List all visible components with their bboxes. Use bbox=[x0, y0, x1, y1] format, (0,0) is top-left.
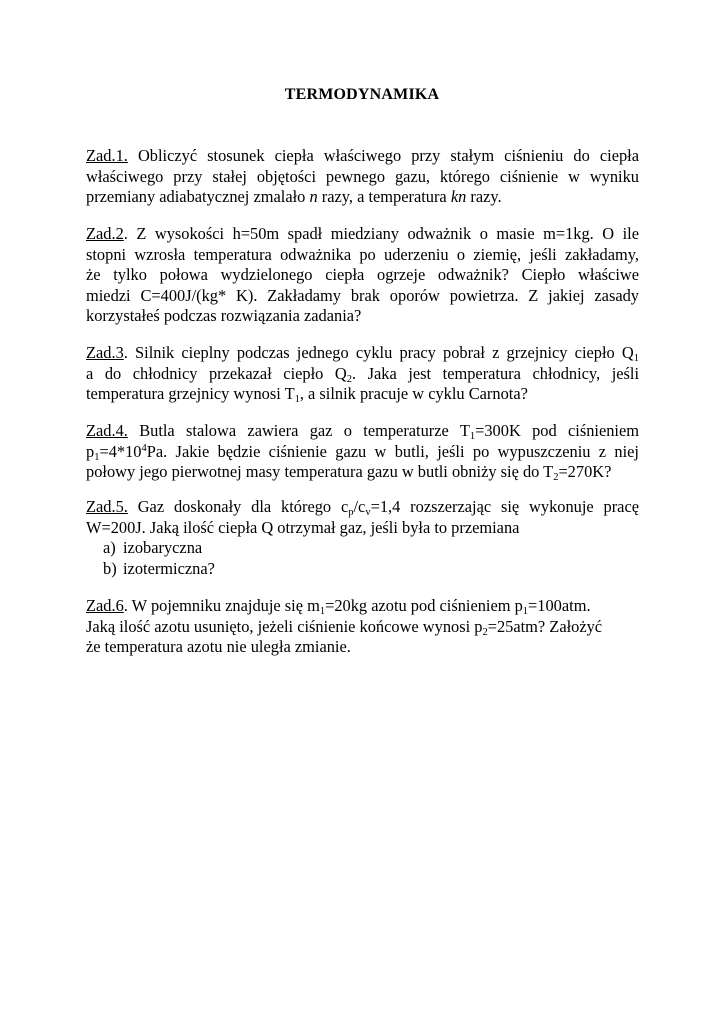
task-4-line-2: $p_1=4*10^4Pa$. Jakie będzie ciśnienie gazu w butli, jeśli po wypuszczeniu z niej bbox=[86, 441, 639, 463]
task-6-line-2: Jaką ilość azotu usunięto, jeżeli ciśnienie końcowe wynosi $p_2=25atm$? Założyć bbox=[86, 616, 603, 638]
task-1-line-3: przemiany adiabatycznej zmalało n razy, a temperatura kn razy. bbox=[86, 187, 502, 206]
task-3-line-2: a do chłodnicy przekazał ciepło $Q_2$. Jaka jest temperatura chłodnicy, jeśli bbox=[86, 363, 640, 385]
task-4-line-1: Zad.4. Butla stalowa zawiera gaz o temperaturze $T_1=300K$ pod ciśnieniem bbox=[86, 421, 640, 442]
task-2-line-3: że tylko połowa wydzielonego ciepła ogrzeje odważnik? Ciepło właściwe bbox=[86, 265, 639, 284]
task-3-line-1: Zad.3. Silnik cieplny podczas jednego cyklu pracy pobrał z grzejnicy ciepło $Q_1$ bbox=[86, 343, 639, 364]
task-3-label: Zad.3 bbox=[86, 343, 124, 362]
task-2-line-4: miedzi C=400J/(kg* K). Zakładamy brak oporów powietrza. Z jakiej zasady bbox=[86, 285, 639, 305]
list-item: a) izobaryczna bbox=[103, 538, 203, 557]
task-1-line-1: Zad.1. Obliczyć stosunek ciepła właściwego przy stałym ciśnieniu do ciepła bbox=[86, 146, 639, 165]
task-6-line-3: że temperatura azotu nie uległa zmianie. bbox=[86, 637, 351, 656]
task-5-line-1: Zad.5. Gaz doskonały dla którego $c_p/c_v=1,4$ rozszerzając się wykonuje pracę bbox=[86, 497, 640, 518]
task-4-line-3: połowy jego pierwotnej masy temperatura gazu w butli obniży się do $T_2=270K$? bbox=[86, 462, 612, 483]
task-2 bbox=[86, 224, 639, 327]
task-2-label: Zad.2 bbox=[86, 224, 124, 243]
task-2-line-5: korzystałeś podczas rozwiązania zadania? bbox=[86, 306, 362, 325]
task-5-options bbox=[86, 538, 639, 579]
task-1-line-2: właściwego przy stałej objętości pewnego gazu, którego ciśnienie w wyniku bbox=[86, 166, 639, 186]
task-6-line-1: Zad.6. W pojemniku znajduje się $m_1=20kg$ azotu pod ciśnieniem $p_1=100atm$. bbox=[86, 596, 591, 617]
task-1 bbox=[86, 146, 639, 208]
variable-kn: kn bbox=[450, 187, 467, 206]
task-4-label: Zad.4. bbox=[86, 421, 128, 440]
task-3 bbox=[86, 343, 639, 405]
task-1-label: Zad.1. bbox=[86, 146, 128, 165]
task-2-line-1: Zad.2. Z wysokości h=50m spadł miedziany odważnik o masie m=1kg. O ile bbox=[86, 224, 639, 243]
variable-n: n bbox=[309, 187, 318, 206]
task-5 bbox=[86, 497, 639, 579]
task-6 bbox=[86, 596, 639, 658]
task-3-line-3: temperatura grzejnicy wynosi $T_1$, a silnik pracuje w cyklu Carnota? bbox=[86, 384, 528, 405]
task-5-label: Zad.5. bbox=[86, 497, 128, 516]
task-5-line-2: W=200J. Jaką ilość ciepła Q otrzymał gaz, jeśli była to przemiana bbox=[86, 517, 520, 537]
list-item: b) izotermiczna? bbox=[103, 558, 215, 578]
task-4 bbox=[86, 421, 639, 483]
page-title: TERMODYNAMIKA bbox=[284, 86, 440, 103]
task-6-label: Zad.6 bbox=[86, 596, 124, 615]
task-2-line-2: stopni wzrosła temperatura odważnika po uderzeniu o ziemię, jeśli zakładamy, bbox=[86, 244, 639, 264]
